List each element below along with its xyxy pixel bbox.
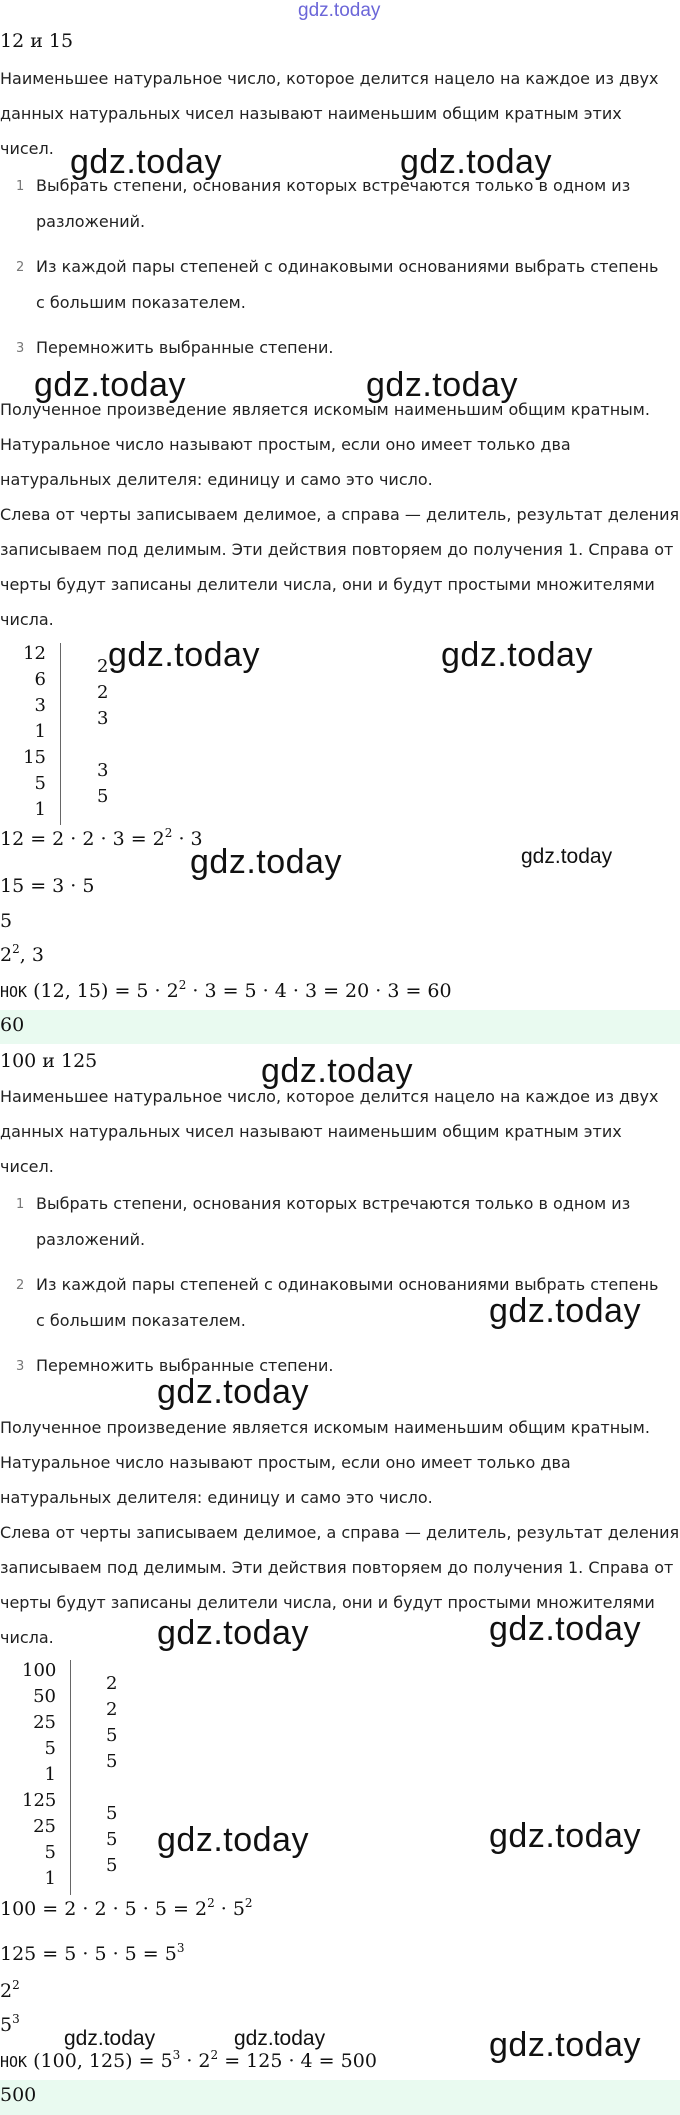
dividend: 1 [44, 1764, 56, 1785]
prime-definition: натуральных делителя: единицу и само это число. [0, 470, 433, 489]
dividend: 3 [34, 695, 46, 716]
divisor: 5 [106, 1855, 118, 1876]
watermark-text: gdz.today [34, 366, 186, 404]
division-instruction: Слева от черты записываем делимое, а справа — делитель, результат деления [0, 505, 680, 524]
selected-power: $5^3$ [0, 2012, 20, 2036]
answer-value: 60 [0, 1014, 25, 1036]
divisor: 3 [97, 708, 109, 729]
dividend: 100 [22, 1660, 57, 1681]
division-instruction: записываем под делимым. Эти действия повторяем до получения 1. Справа от [0, 540, 674, 559]
divisor: 2 [106, 1673, 118, 1694]
step-text: Из каждой пары степеней с одинаковыми основаниями выбрать степень [36, 257, 659, 276]
divisor: 5 [106, 1803, 118, 1824]
dividend: 25 [33, 1816, 56, 1837]
watermark-text: gdz.today [70, 143, 222, 181]
divisor: 2 [97, 682, 109, 703]
dividend: 1 [44, 1868, 56, 1889]
dividend: 50 [33, 1686, 56, 1707]
watermark-text: gdz.today [366, 366, 518, 404]
divisor: 2 [97, 656, 109, 677]
step-text: Перемножить выбранные степени. [36, 338, 334, 357]
dividend: 1 [34, 799, 46, 820]
watermark-text: gdz.today [489, 1817, 641, 1855]
watermark-text: gdz.today [64, 2027, 156, 2050]
step-number: 3 [16, 341, 25, 356]
watermark-text: gdz.today [489, 1610, 641, 1648]
watermark-text: gdz.today [400, 143, 552, 181]
watermark-text: gdz.today [190, 843, 342, 881]
definition-line: данных натуральных чисел называют наименьшим общим кратным этих [0, 1122, 622, 1141]
prime-definition: Натуральное число называют простым, если оно имеет только два [0, 435, 571, 454]
answer-band [0, 2080, 680, 2115]
divisor: 5 [106, 1751, 118, 1772]
dividend: 25 [33, 1712, 56, 1733]
watermark-text: gdz.today [261, 1052, 413, 1090]
selected-power: 5 [0, 910, 13, 932]
division-instruction: Слева от черты записываем делимое, а справа — делитель, результат деления [0, 1523, 680, 1542]
definition-line: Наименьшее натуральное число, которое делится нацело на каждое из двух [0, 69, 659, 88]
division-instruction: записываем под делимым. Эти действия повторяем до получения 1. Справа от [0, 1558, 674, 1577]
watermark-text: gdz.today [441, 636, 593, 674]
factorization-12: $12 = 2 \cdot 2 \cdot 3 = 2^2 \cdot 3$ [0, 826, 203, 850]
result-text: Полученное произведение является искомым наименьшим общим кратным. [0, 1418, 650, 1437]
section2-title: 100 и 125 [0, 1050, 98, 1072]
divisor: 3 [97, 760, 109, 781]
selected-powers: $2^2$, 3 [0, 942, 44, 966]
watermark-text: gdz.today [157, 1614, 309, 1652]
definition-line: данных натуральных чисел называют наименьшим общим кратным этих [0, 104, 622, 123]
dividend: 6 [34, 669, 46, 690]
division-instruction: числа. [0, 1628, 54, 1647]
dividend: 125 [22, 1790, 57, 1811]
watermark-text: gdz.today [521, 845, 613, 868]
factorization-100: $100 = 2 \cdot 2 \cdot 5 \cdot 5 = 2^2 \cdot 5^2$ [0, 1896, 253, 1920]
dividend: 15 [23, 747, 46, 768]
selected-power: $2^2$ [0, 1978, 20, 2002]
watermark-text: gdz.today [234, 2027, 326, 2050]
division-instruction: черты будут записаны делители числа, они и будут простыми множителями [0, 1593, 655, 1612]
factorization-15: 15 = 3 · 5 [0, 875, 95, 897]
section1-title: 12 и 15 [0, 30, 74, 52]
lcm-computation: НОК (100, $125) = 5^3 \cdot 2^2 = 125 \cdot 4 = 500$ [0, 2048, 377, 2072]
step-text: Выбрать степени, основания которых встречаются только в одном из [36, 176, 631, 195]
dividend: 5 [34, 773, 46, 794]
division-bar [70, 1660, 71, 1895]
answer-band [0, 1010, 680, 1044]
dividend: 5 [44, 1842, 56, 1863]
step-text: Выбрать степени, основания которых встречаются только в одном из [36, 1194, 631, 1213]
watermark-text: gdz.today [489, 1292, 641, 1330]
step-number: 1 [16, 179, 25, 194]
factorization-125: $125 = 5 \cdot 5 \cdot 5 = 5^3$ [0, 1941, 185, 1965]
answer-value: 500 [0, 2084, 37, 2106]
definition-line: чисел. [0, 1157, 54, 1176]
definition-line: чисел. [0, 139, 54, 158]
step-number: 1 [16, 1197, 25, 1212]
result-text: Полученное произведение является искомым наименьшим общим кратным. [0, 400, 650, 419]
watermark-text: gdz.today [108, 636, 260, 674]
step-text: разложений. [36, 1230, 146, 1249]
division-bar [60, 643, 61, 825]
divisor: 5 [106, 1829, 118, 1850]
watermark-text: gdz.today [489, 2026, 641, 2064]
prime-definition: Натуральное число называют простым, если оно имеет только два [0, 1453, 571, 1472]
step-number: 2 [16, 1278, 25, 1293]
prime-definition: натуральных делителя: единицу и само это число. [0, 1488, 433, 1507]
division-instruction: числа. [0, 610, 54, 629]
step-text: Из каждой пары степеней с одинаковыми основаниями выбрать степень [36, 1275, 659, 1294]
step-text: с большим показателем. [36, 293, 246, 312]
top-watermark: gdz.today [298, 0, 381, 21]
definition-line: Наименьшее натуральное число, которое делится нацело на каждое из двух [0, 1087, 659, 1106]
step-number: 2 [16, 260, 25, 275]
step-text: разложений. [36, 212, 146, 231]
step-text: Перемножить выбранные степени. [36, 1356, 334, 1375]
divisor: 2 [106, 1699, 118, 1720]
dividend: 5 [44, 1738, 56, 1759]
watermark-text: gdz.today [157, 1821, 309, 1859]
step-number: 3 [16, 1359, 25, 1374]
lcm-computation: НОК (12, $15) = 5 \cdot 2^2 \cdot 3 = 5 \cdot 4 \cdot 3 = 20 \cdot 3 = 60$ [0, 978, 452, 1002]
division-instruction: черты будут записаны делители числа, они и будут простыми множителями [0, 575, 655, 594]
divisor: 5 [106, 1725, 118, 1746]
dividend: 12 [23, 643, 46, 664]
divisor: 5 [97, 786, 109, 807]
step-text: с большим показателем. [36, 1311, 246, 1330]
watermark-text: gdz.today [157, 1373, 309, 1411]
dividend: 1 [34, 721, 46, 742]
